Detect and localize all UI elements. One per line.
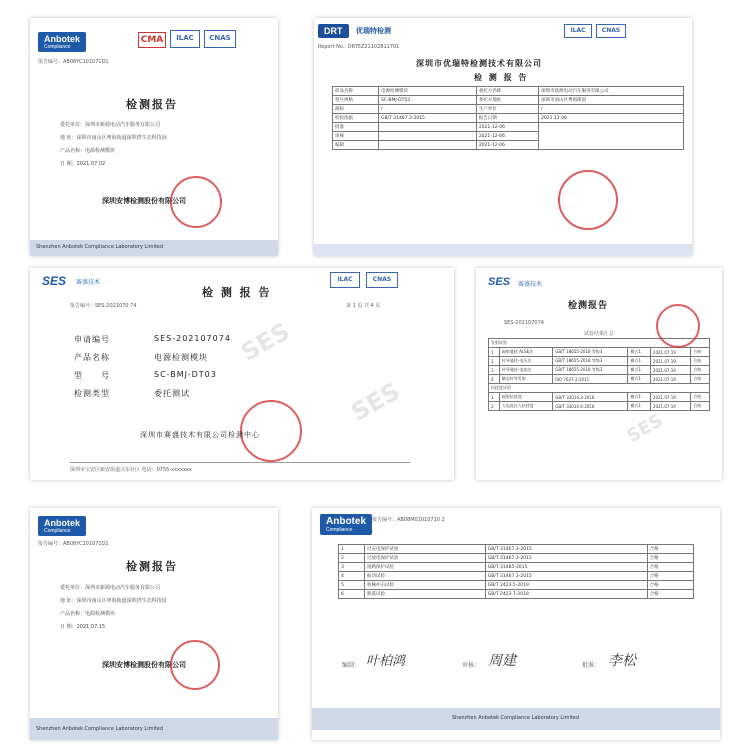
- ses-logo: SES: [488, 276, 511, 288]
- table-cell: 2021.07.19: [650, 375, 690, 384]
- sample-info-table: [332, 86, 684, 150]
- table-cell: 过充电保护试验: [365, 545, 486, 554]
- drt-logo: DRT: [318, 24, 349, 38]
- anbotek-logo: Anbotek Compliance: [38, 32, 86, 52]
- table-cell: GB/T 2423.7-2018: [485, 590, 647, 599]
- table-cell: 批准: [333, 123, 379, 132]
- table-cell: 2021.07.19: [650, 348, 690, 357]
- table-cell: 商标: [333, 105, 379, 114]
- table-cell: 委托方地址: [476, 96, 538, 105]
- table-cell: GB/T 33014.4-2016: [553, 402, 628, 411]
- table-cell: GB/T 18655-2018 等级3: [553, 348, 628, 357]
- table-cell: 合格: [647, 554, 693, 563]
- table-cell: GB/T 31467.3-2015: [378, 114, 476, 123]
- table-cell: GB/T 18655-2018 等级3: [553, 357, 628, 366]
- table-row: [333, 123, 684, 132]
- cnas-mark: CNAS: [204, 30, 236, 48]
- table-cell: 合格: [647, 545, 693, 554]
- table-cell: 2021.07.19: [650, 357, 690, 366]
- table-row: [333, 114, 684, 123]
- table-cell: GB/T 31467.3-2015: [485, 572, 647, 581]
- table-cell: 跌落试验: [365, 590, 486, 599]
- cnas-mark: CNAS: [366, 272, 398, 288]
- table-cell: 合格: [691, 393, 710, 402]
- info-row-3: 产品名称：电源检测模块: [60, 611, 116, 617]
- table-cell: 合格: [647, 581, 693, 590]
- table-cell: 辐射骚扰 ALSE法: [499, 348, 552, 357]
- table-cell: 辐射抗扰度: [499, 393, 552, 402]
- table-cell: 合格: [691, 402, 710, 411]
- table-cell: 合格: [691, 375, 710, 384]
- table-row: [339, 545, 694, 554]
- report-number: 报告编号：AB08M01010710 2: [372, 517, 445, 523]
- table-cell: 审核: [333, 132, 379, 141]
- divider: [70, 462, 410, 463]
- signature-approver: 李松: [608, 653, 636, 669]
- table-cell: 大电流注入抗扰度: [499, 402, 552, 411]
- report-title: 检 测 报 告: [474, 73, 529, 82]
- ses-logo: SES: [42, 274, 67, 288]
- table-cell: GB/T 2423.5-2019: [485, 581, 647, 590]
- table-cell: 2021.07.19: [650, 402, 690, 411]
- table-cell: 模式1: [628, 357, 650, 366]
- report-panel-anbotek-cover-2: [30, 508, 278, 740]
- sign-label-reviewer: 审核：: [462, 662, 481, 669]
- table-cell: 2021.07.19: [650, 366, 690, 375]
- anbotek-logo: Anbotek Compliance: [38, 516, 86, 536]
- table-cell: 2: [489, 402, 500, 411]
- table-cell: 2021-12-06: [476, 141, 538, 150]
- footer-text: 深圳市宝安区新安街道兴东社区 电话：0755-xxxxxxx: [70, 467, 192, 473]
- field-label: 检测类型: [74, 389, 110, 398]
- table-row: [339, 572, 694, 581]
- field-label: 型 号: [74, 371, 110, 380]
- table-group-row: [489, 384, 710, 393]
- table-cell: [378, 132, 476, 141]
- table-cell: 合格: [691, 348, 710, 357]
- footer-band: [314, 244, 692, 256]
- table-cell: 短路保护试验: [365, 563, 486, 572]
- table-row: [333, 96, 684, 105]
- table-cell: 1: [489, 393, 500, 402]
- company-seal: [170, 640, 220, 690]
- field-value: 委托测试: [154, 389, 190, 398]
- report-number: Report No.: DRT5Z21102811701: [318, 44, 400, 50]
- table-row: [339, 563, 694, 572]
- table-cell: [539, 123, 684, 150]
- info-row-4: 日 期：2021.07.02: [60, 161, 106, 167]
- table-cell: 模式1: [628, 375, 650, 384]
- report-panel-drt: [314, 18, 692, 256]
- table-cell: 编制: [333, 141, 379, 150]
- report-number: 报告编号：AB08YC101071D1: [38, 59, 109, 65]
- table-cell: 检验依据: [333, 114, 379, 123]
- table-cell: 传导骚扰-电压法: [499, 357, 552, 366]
- table-row: [489, 375, 710, 384]
- table-cell: 合格: [647, 590, 693, 599]
- table-cell: 4: [489, 375, 500, 384]
- table-cell: SC-BMJ-DT03: [378, 96, 476, 105]
- info-row-2: 地 址：深圳市南山区粤海街道深圳湾生态科技园: [60, 135, 167, 141]
- table-cell: 2021-12-06: [476, 123, 538, 132]
- table-cell: GB/T 18655-2018 等级3: [553, 366, 628, 375]
- table-cell: 振动试验: [365, 572, 486, 581]
- table-cell: 生产单位: [476, 105, 538, 114]
- report-panel-ses-cover: [30, 268, 454, 480]
- table-cell: 4: [339, 572, 365, 581]
- table-row: [489, 348, 710, 357]
- sign-label-compiler: 编制：: [342, 662, 361, 669]
- table-cell: 样品名称: [333, 87, 379, 96]
- ilac-mark: ILAC: [564, 24, 592, 38]
- table-cell: 合格: [647, 572, 693, 581]
- field-label: 申请编号: [74, 335, 110, 344]
- report-number: 报告编号：SES-2021070 74: [70, 303, 137, 309]
- table-cell: 瞬态传导发射: [499, 375, 552, 384]
- table-cell: GB/T 31467.3-2015: [485, 545, 647, 554]
- ses-watermark: SES: [346, 377, 405, 427]
- signature-compiler: 叶柏鸿: [366, 654, 406, 669]
- table-cell: 合格: [691, 366, 710, 375]
- ses-logo-cn: 赛盛技术: [76, 279, 101, 286]
- ses-logo-cn: 赛盛技术: [518, 281, 543, 288]
- table-cell: 合格: [691, 357, 710, 366]
- table-cell: 2021-12-06: [476, 132, 538, 141]
- table-cell: 模式1: [628, 348, 650, 357]
- report-title: 检测报告: [568, 301, 609, 311]
- company-name: 深圳市赛盛技术有限公司检测中心: [140, 431, 260, 439]
- report-title: 检测报告: [126, 98, 178, 111]
- results-table: [488, 338, 710, 411]
- field-value: SES-202107074: [154, 334, 231, 343]
- anbotek-logo: Anbotek Compliance: [320, 514, 372, 535]
- table-cell: 5: [339, 581, 365, 590]
- table-row: [339, 590, 694, 599]
- table-row: [489, 393, 710, 402]
- company-seal: [170, 176, 222, 228]
- table-row: [339, 554, 694, 563]
- field-value: 电源检测模块: [154, 353, 208, 362]
- company-name: 深圳市优瑞特检测技术有限公司: [416, 59, 542, 68]
- report-number: SES-202107074: [504, 320, 544, 326]
- report-title: 检测报告: [126, 560, 178, 573]
- table-cell: 6: [339, 590, 365, 599]
- table-cell: 委托方名称: [476, 87, 538, 96]
- table-cell: 型号规格: [333, 96, 379, 105]
- page-number: 第 1 页 共 4 页: [346, 303, 381, 309]
- table-cell: 2021.07.19: [650, 393, 690, 402]
- ses-watermark: SES: [623, 409, 667, 448]
- report-title: 检 测 报 告: [202, 286, 272, 299]
- company-seal: [558, 170, 618, 230]
- report-panel-ses-results: [476, 268, 722, 480]
- table-cell: 电源检测模块: [378, 87, 476, 96]
- table-cell: 抗扰度试验: [489, 384, 710, 393]
- drt-logo-cn: 优瑞特检测: [356, 27, 391, 35]
- ilac-mark: ILAC: [330, 272, 360, 288]
- table-cell: 发射试验: [489, 339, 710, 348]
- ses-watermark: SES: [236, 317, 295, 367]
- table-cell: 2021.12.06: [539, 114, 684, 123]
- table-cell: 3: [339, 563, 365, 572]
- field-value: SC-BMJ-DT03: [154, 370, 217, 379]
- table-cell: 深圳市新源电动汽车服务有限公司: [539, 87, 684, 96]
- table-row: [489, 357, 710, 366]
- table-cell: 1: [339, 545, 365, 554]
- table-cell: [378, 123, 476, 132]
- table-cell: GB/T 31485-2015: [485, 563, 647, 572]
- field-label: 产品名称: [74, 353, 110, 362]
- info-row-1: 委托单位：深圳市新源电动汽车服务有限公司: [60, 585, 161, 591]
- table-cell: /: [539, 105, 684, 114]
- table-row: [489, 402, 710, 411]
- sign-label-approver: 批准：: [582, 662, 601, 669]
- results-table: [338, 544, 694, 599]
- table-title: 试验结果汇总: [584, 331, 615, 337]
- table-row: [339, 581, 694, 590]
- footer-text: Shenzhen Anbotek Compliance Laboratory Limited: [452, 715, 580, 721]
- table-cell: 3: [489, 366, 500, 375]
- table-cell: 深圳市南山区粤海街道: [539, 96, 684, 105]
- table-cell: 合格: [647, 563, 693, 572]
- info-row-2: 地 址：深圳市南山区粤海街道深圳湾生态科技园: [60, 598, 167, 604]
- table-cell: 模式1: [628, 393, 650, 402]
- table-cell: 报告日期: [476, 114, 538, 123]
- footer-text: Shenzhen Anbotek Compliance Laboratory Limited: [36, 726, 164, 732]
- table-cell: 机械冲击试验: [365, 581, 486, 590]
- table-cell: 2: [339, 554, 365, 563]
- info-row-1: 委托单位：深圳市新源电动汽车服务有限公司: [60, 122, 161, 128]
- company-seal: [656, 304, 700, 348]
- table-cell: 过放电保护试验: [365, 554, 486, 563]
- table-cell: 模式1: [628, 402, 650, 411]
- info-row-3: 产品名称：电源检测模块: [60, 148, 116, 154]
- signature-reviewer: 周建: [488, 653, 516, 669]
- table-cell: 传导骚扰-电流法: [499, 366, 552, 375]
- table-cell: 模式1: [628, 366, 650, 375]
- table-cell: 1: [489, 348, 500, 357]
- table-row: [333, 87, 684, 96]
- table-cell: GB/T 33014.2-2016: [553, 393, 628, 402]
- company-name: 深圳安博检测股份有限公司: [102, 661, 186, 669]
- report-panel-anbotek-results: [312, 508, 720, 740]
- cma-mark: CMA: [138, 32, 166, 48]
- footer-text: Shenzhen Anbotek Compliance Laboratory Limited: [36, 244, 164, 250]
- info-row-4: 日 期：2021.07.15: [60, 624, 106, 630]
- report-panel-anbotek-cover-1: [30, 18, 278, 256]
- company-name: 深圳安博检测股份有限公司: [102, 197, 186, 205]
- table-cell: GB/T 31467.3-2015: [485, 554, 647, 563]
- table-cell: ISO 7637-2:2011: [553, 375, 628, 384]
- table-cell: /: [378, 105, 476, 114]
- table-row: [489, 366, 710, 375]
- table-cell: [378, 141, 476, 150]
- cnas-mark: CNAS: [596, 24, 626, 38]
- table-cell: 2: [489, 357, 500, 366]
- report-number: 报告编号：AB08YC101071D1: [38, 541, 109, 547]
- ilac-mark: ILAC: [170, 30, 200, 48]
- table-row: [333, 105, 684, 114]
